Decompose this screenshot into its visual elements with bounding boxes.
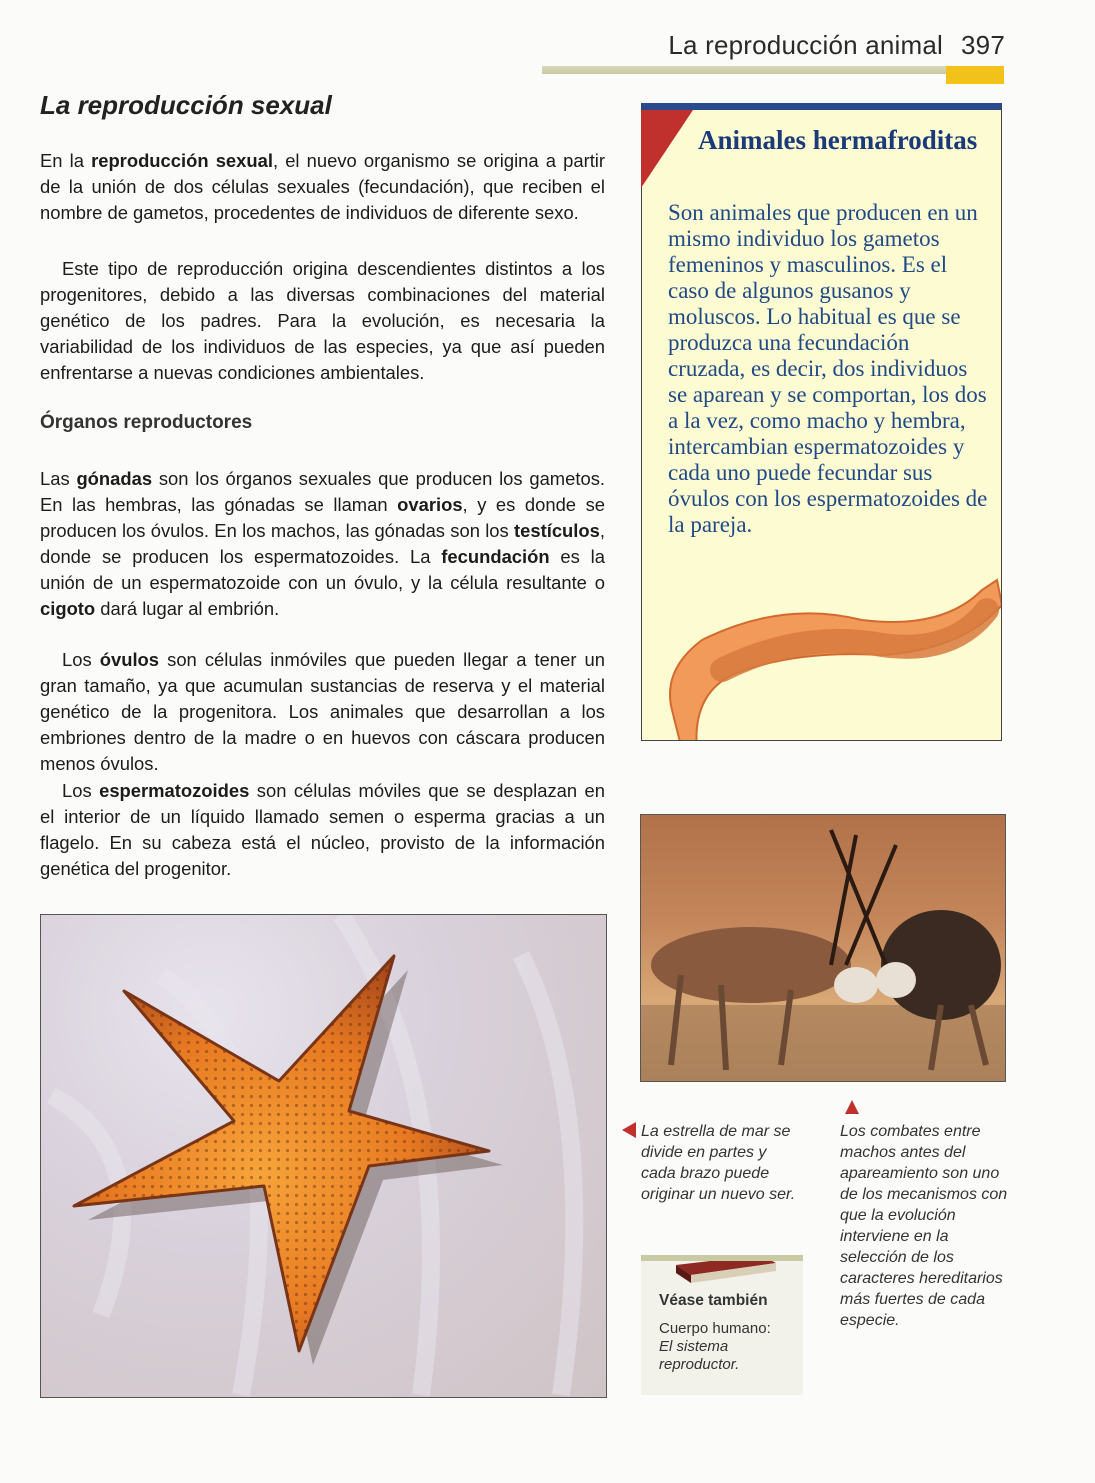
paragraph-variability: Este tipo de reproducción origina descendientes distintos a los progenitores, debido a las diversas combinaciones del material genético de los padres. Para la evolución, es necesaria la variabilidad de los individuos de las especies, ya que así pueden enfrentarse a nuevas condiciones ambientales. bbox=[40, 258, 605, 383]
caption-arrow-up-icon bbox=[845, 1100, 859, 1114]
subheading: Órganos reproductores bbox=[40, 412, 253, 433]
see-also-title: Véase también bbox=[659, 1292, 768, 1309]
term-reproduccion-sexual: reproducción sexual bbox=[91, 150, 273, 171]
header-rule bbox=[542, 66, 946, 74]
sidebar-title: Animales hermafroditas bbox=[698, 125, 978, 155]
term-fecundacion: fecundación bbox=[441, 546, 550, 567]
term-espermatozoides: espermatozoides bbox=[99, 780, 250, 801]
see-also-link-subtopic[interactable]: El sistema reproductor. bbox=[659, 1338, 740, 1373]
book-icon bbox=[641, 1235, 803, 1295]
caption-starfish: La estrella de mar se divide en partes y cada brazo puede originar un nuevo ser. bbox=[641, 1123, 796, 1203]
paragraph-gonads: Las gónadas son los órganos sexuales que producen los gametos. En las hembras, las gónadas se llaman ovarios, y es donde se producen los óvulos. En los machos, las gónadas son los testículos, donde se producen los espermatozoides. La fecundación es la unión de un espermatozoide con un óvulo, y la célula resultante o cigoto dará lugar al embrión. bbox=[40, 468, 606, 619]
starfish-photo bbox=[40, 914, 607, 1398]
see-also-link-topic[interactable]: Cuerpo humano: bbox=[659, 1320, 771, 1337]
term-testiculos: testículos bbox=[514, 520, 600, 541]
term-gonadas: gónadas bbox=[76, 468, 153, 489]
paragraph-sperm: Los espermatozoides son células móviles que se desplazan en el interior de un líquido llamado semen o esperma gracias a un flagelo. En su cabeza está el núcleo, provisto de la información genética del progenitor. bbox=[40, 780, 605, 879]
caption-arrow-left-icon bbox=[622, 1122, 636, 1138]
paragraph-intro: En la reproducción sexual, el nuevo organismo se origina a partir de la unión de dos células sexuales (fecundación), que reciben el nombre de gametos, procedentes de individuos de diferente sexo. bbox=[40, 150, 606, 223]
caption-oryx: Los combates entre machos antes del apareamiento son uno de los mecanismos con que la evolución interviene en la selección de los caracteres hereditarios más fuertes de cada especie. bbox=[840, 1123, 1008, 1329]
sidebar-corner-accent bbox=[641, 110, 693, 188]
oryx-photo bbox=[640, 814, 1006, 1082]
sidebar-body: Son animales que producen en un mismo individuo los gametos femeninos y masculinos. Es el caso de algunos gusanos y moluscos. Lo habitual es que se produzca una fecundación cruzada, es decir, dos individuos se aparean y se comportan, los dos a la vez, como macho y hembra, intercambian espermatozoides y cada uno puede fecundar sus óvulos con los espermatozoides de la pareja. bbox=[668, 200, 988, 537]
running-title: La reproducción animal bbox=[668, 30, 944, 60]
term-ovulos: óvulos bbox=[99, 649, 160, 670]
running-head bbox=[620, 30, 1005, 61]
section-title: La reproducción sexual bbox=[40, 90, 332, 120]
paragraph-ovules: Los óvulos son células inmóviles que pueden llegar a tener un gran tamaño, ya que acumulan sustancias de reserva y el material genético de la progenitora. Los animales que desarrollan a los embriones dentro de la madre o en huevos con cáscara producen menos óvulos. bbox=[40, 649, 606, 774]
header-rule-accent bbox=[946, 66, 1004, 84]
term-cigoto: cigoto bbox=[40, 598, 96, 619]
see-also-rule bbox=[641, 1255, 803, 1261]
term-ovarios: ovarios bbox=[397, 494, 463, 515]
page-number: 397 bbox=[961, 30, 1005, 60]
